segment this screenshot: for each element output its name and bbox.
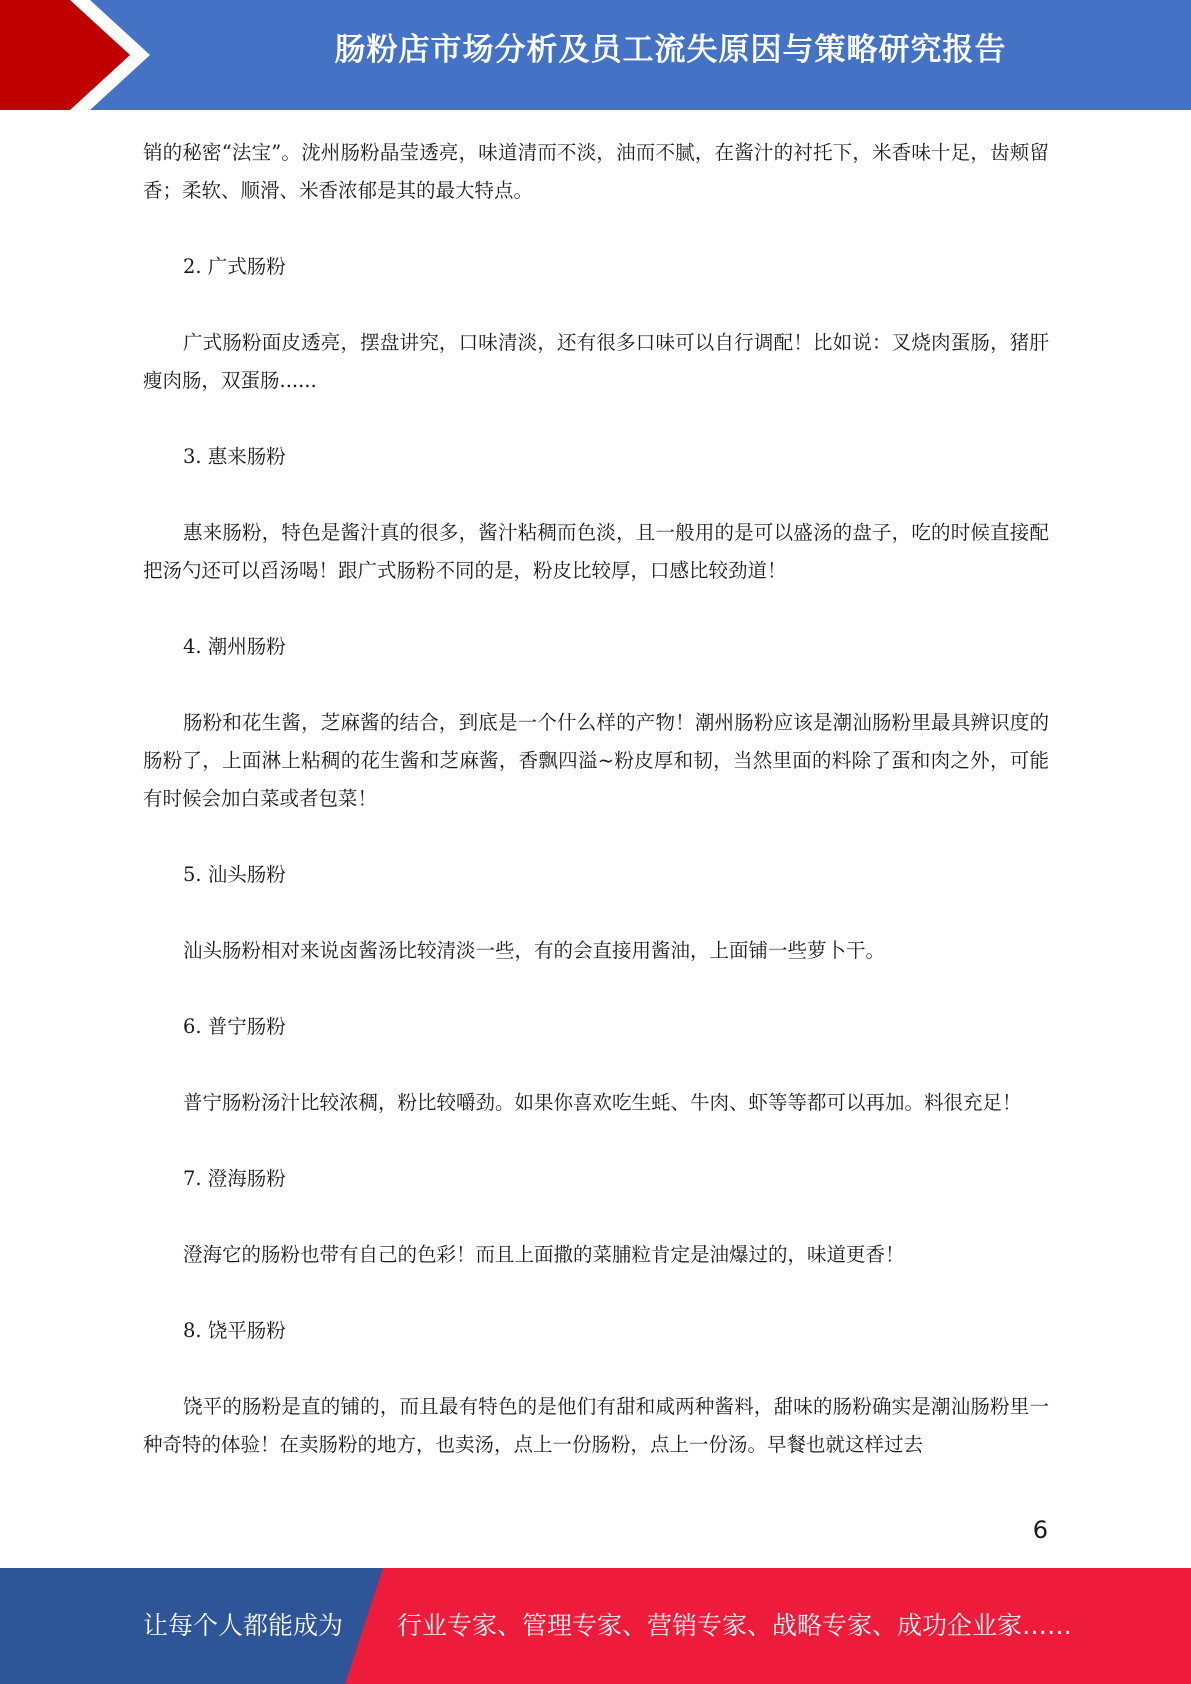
body-paragraph: 惠来肠粉，特色是酱汁真的很多，酱汁粘稠而色淡，且一般用的是可以盛汤的盘子，吃的时候直接配把汤勺还可以舀汤喝！跟广式肠粉不同的是，粉皮比较厚，口感比较劲道！ — [143, 521, 1049, 582]
section-heading: 6. 普宁肠粉 — [183, 1015, 286, 1038]
paragraph-spacer — [143, 1046, 1049, 1084]
section-heading: 8. 饶平肠粉 — [183, 1319, 286, 1342]
body-paragraph: 广式肠粉面皮透亮，摆盘讲究，口味清淡，还有很多口味可以自行调配！比如说：叉烧肉蛋肠，猪肝瘦肉肠，双蛋肠...... — [143, 331, 1049, 392]
header-red-chevron — [0, 0, 130, 110]
footer-slogan-left: 让每个人都能成为 — [143, 1611, 344, 1640]
page-footer — [0, 1568, 1191, 1684]
section-heading: 3. 惠来肠粉 — [183, 445, 286, 468]
paragraph-spacer — [143, 400, 1049, 438]
footer-slogan-right: 行业专家、管理专家、营销专家、战略专家、成功企业家…… — [397, 1611, 1073, 1640]
paragraph-spacer — [143, 818, 1049, 856]
body-paragraph: 肠粉和花生酱，芝麻酱的结合，到底是一个什么样的产物！潮州肠粉应该是潮汕肠粉里最具辨识度的肠粉了，上面淋上粘稠的花生酱和芝麻酱，香飘四溢~粉皮厚和韧，当然里面的料除了蛋和肉之外，可能有时候会加白菜或者包菜！ — [143, 711, 1049, 810]
document-title: 肠粉店市场分析及员工流失原因与策略研究报告 — [334, 32, 1007, 68]
header-chevron-decoration — [0, 0, 160, 110]
paragraph-spacer — [143, 210, 1049, 248]
body-paragraph: 澄海它的肠粉也带有自己的色彩！而且上面撒的菜脯粒肯定是油爆过的，味道更香！ — [183, 1243, 905, 1266]
body-paragraph: 饶平的肠粉是直的铺的，而且最有特色的是他们有甜和咸两种酱料，甜味的肠粉确实是潮汕肠粉里一种奇特的体验！在卖肠粉的地方，也卖汤，点上一份肠粉，点上一份汤。早餐也就这样过去 — [143, 1395, 1049, 1456]
paragraph-spacer — [143, 476, 1049, 514]
paragraph-spacer — [143, 590, 1049, 628]
paragraph-spacer — [143, 286, 1049, 324]
paragraph-spacer — [143, 1198, 1049, 1236]
paragraph-spacer — [143, 894, 1049, 932]
section-heading: 7. 澄海肠粉 — [183, 1167, 286, 1190]
page-number: 6 — [1032, 1516, 1048, 1544]
paragraph-spacer — [143, 1350, 1049, 1388]
section-heading: 4. 潮州肠粉 — [183, 635, 286, 658]
document-body — [143, 134, 1049, 1464]
paragraph-spacer — [143, 1122, 1049, 1160]
paragraph-spacer — [143, 666, 1049, 704]
body-paragraph: 普宁肠粉汤汁比较浓稠，粉比较嚼劲。如果你喜欢吃生蚝、牛肉、虾等等都可以再加。料很充足！ — [183, 1091, 1022, 1114]
body-paragraph: 销的秘密“法宝”。泷州肠粉晶莹透亮，味道清而不淡，油而不腻，在酱汁的衬托下，米香味十足，齿颊留香；柔软、顺滑、米香浓郁是其的最大特点。 — [143, 141, 1049, 202]
section-heading: 2. 广式肠粉 — [183, 255, 286, 278]
paragraph-spacer — [143, 1274, 1049, 1312]
page-header — [0, 0, 1191, 110]
section-heading: 5. 汕头肠粉 — [183, 863, 286, 886]
paragraph-spacer — [143, 970, 1049, 1008]
body-paragraph: 汕头肠粉相对来说卤酱汤比较清淡一些，有的会直接用酱油，上面铺一些萝卜干。 — [183, 939, 886, 962]
